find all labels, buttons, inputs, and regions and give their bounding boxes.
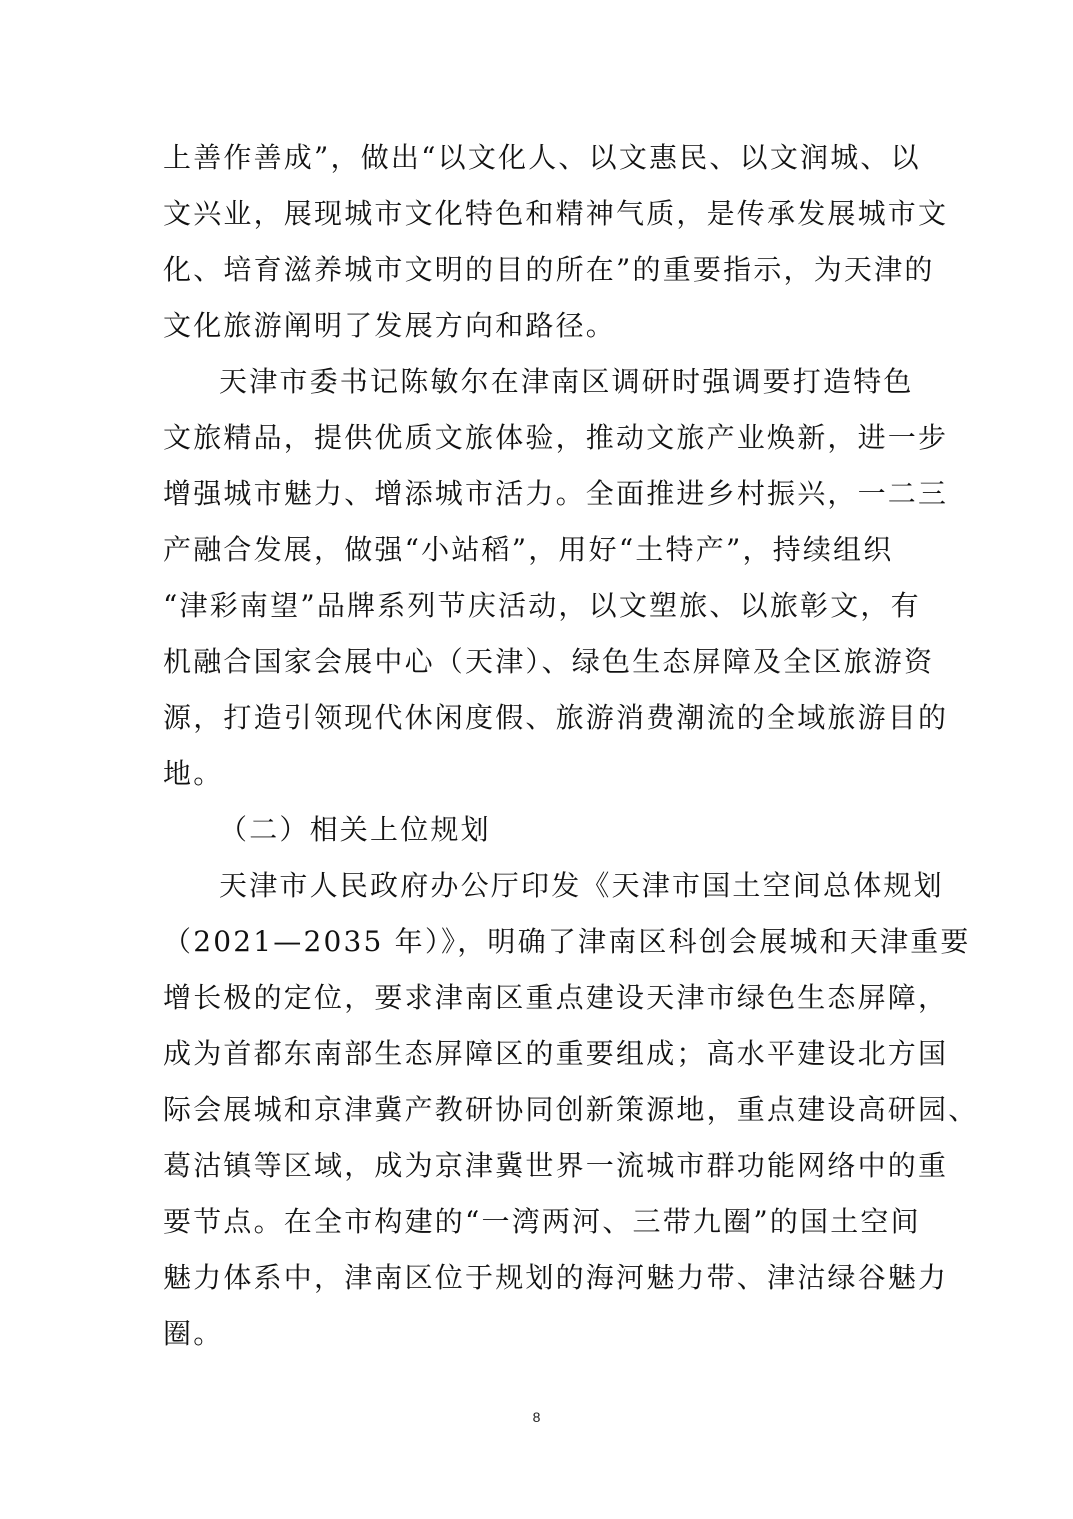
text-line: 魅力体系中，津南区位于规划的海河魅力带、津沽绿谷魅力 (163, 1261, 949, 1294)
text-line: 成为首都东南部生态屏障区的重要组成；高水平建设北方国 (163, 1037, 949, 1070)
section-heading: （二）相关上位规划 (219, 813, 491, 846)
text-line: 源，打造引领现代休闲度假、旅游消费潮流的全域旅游目的 (163, 701, 949, 734)
text-line: 文化旅游阐明了发展方向和路径。 (163, 309, 617, 342)
text-line: “津彩南望”品牌系列节庆活动，以文塑旅、以旅彰文，有 (163, 589, 921, 622)
text-line: （2021—2035 年）》，明确了津南区科创会展城和天津重要 (163, 925, 971, 958)
text-line: 产融合发展，做强“小站稻”，用好“土特产”，持续组织 (163, 533, 894, 566)
text-line: 圈。 (163, 1317, 224, 1350)
text-line: 文兴业，展现城市文化特色和精神气质，是传承发展城市文 (163, 197, 949, 230)
text-line: 地。 (163, 757, 224, 790)
text-line: 增长极的定位，要求津南区重点建设天津市绿色生态屏障， (163, 981, 949, 1014)
text-line: 机融合国家会展中心（天津）、绿色生态屏障及全区旅游资 (163, 645, 935, 678)
text-line: 化、培育滋养城市文明的目的所在”的重要指示，为天津的 (163, 253, 935, 286)
text-line: 文旅精品，提供优质文旅体验，推动文旅产业焕新，进一步 (163, 421, 949, 454)
text-line: 上善作善成”，做出“以文化人、以文惠民、以文润城、以 (163, 141, 921, 174)
page-number: 8 (532, 1409, 541, 1425)
text-line: 增强城市魅力、增添城市活力。全面推进乡村振兴，一二三 (163, 477, 949, 510)
text-line: 际会展城和京津冀产教研协同创新策源地，重点建设高研园、 (163, 1093, 979, 1126)
text-line: 要节点。在全市构建的“一湾两河、三带九圈”的国土空间 (163, 1205, 921, 1238)
text-line: 天津市委书记陈敏尔在津南区调研时强调要打造特色 (219, 365, 914, 398)
text-line: 天津市人民政府办公厅印发《天津市国土空间总体规划 (219, 869, 944, 902)
text-line: 葛沽镇等区域，成为京津冀世界一流城市群功能网络中的重 (163, 1149, 949, 1182)
